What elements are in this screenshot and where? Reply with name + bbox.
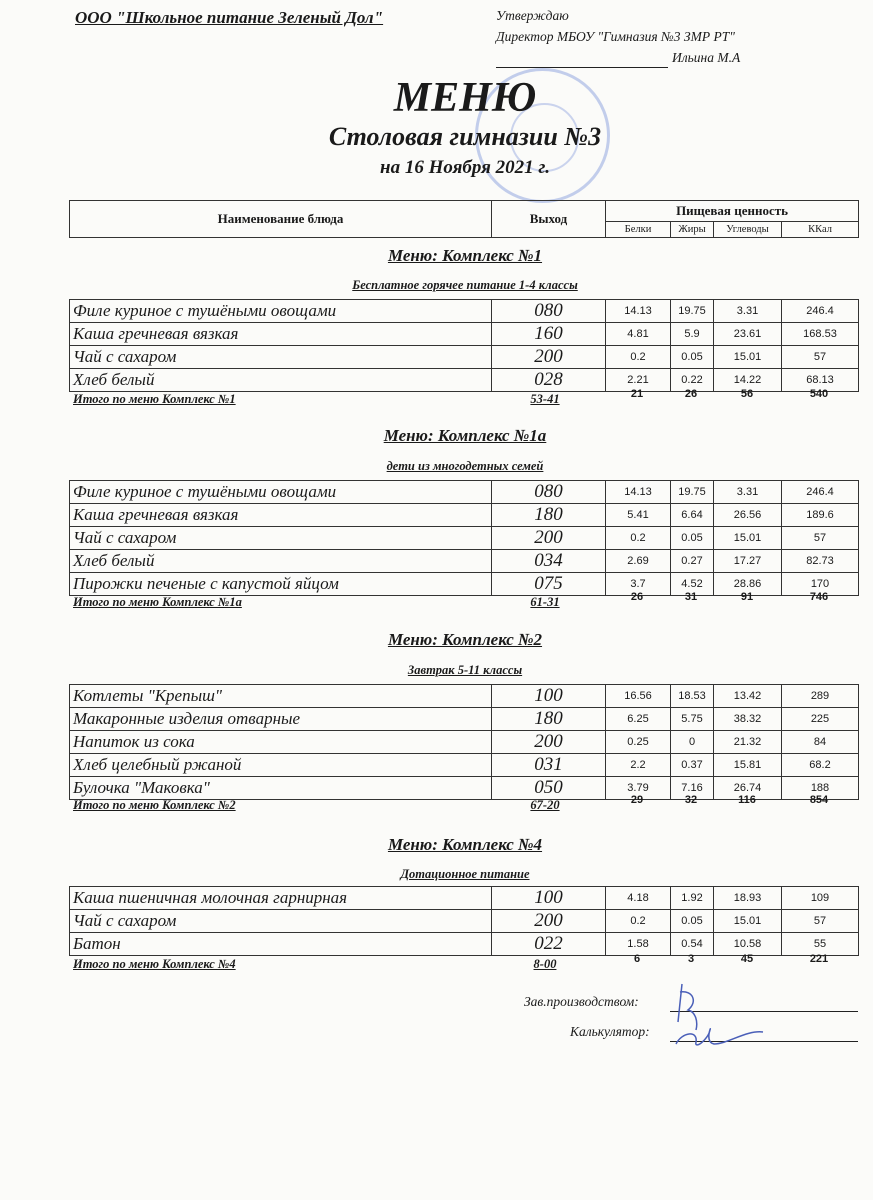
section-subtitle: Завтрак 5-11 классы: [407, 663, 523, 677]
total-label: Итого по меню Комплекс №2: [73, 798, 236, 812]
total-fat: 3: [687, 953, 695, 965]
approval-label: Утверждаю: [496, 8, 569, 23]
cell-carbs: 26.56: [714, 504, 782, 527]
cell-fat: 5.75: [671, 708, 714, 731]
table-row: [70, 731, 859, 754]
cell-carbs: 26.74: [714, 777, 782, 800]
cell-output: 200: [492, 346, 606, 369]
cell-name: Каша гречневая вязкая: [70, 323, 492, 346]
cell-kcal: 246.4: [782, 481, 859, 504]
cell-protein: 2.2: [606, 754, 671, 777]
cell-kcal: 68.13: [782, 369, 859, 392]
table-row: [70, 550, 859, 573]
header-dish-name: Наименование блюда: [70, 201, 492, 238]
cell-fat: 0.37: [671, 754, 714, 777]
cell-name: Пирожки печеные с капустой яйцом: [70, 573, 492, 596]
cell-output: 022: [492, 933, 606, 956]
director-name: Ильина М.А: [672, 50, 741, 65]
cell-fat: 0.54: [671, 933, 714, 956]
cell-kcal: 170: [782, 573, 859, 596]
cell-carbs: 15.81: [714, 754, 782, 777]
section-total-row: [0, 794, 873, 814]
cell-fat: 18.53: [671, 685, 714, 708]
table-row: [70, 527, 859, 550]
section-title: Меню: Комплекс №2: [387, 630, 543, 649]
total-label: Итого по меню Комплекс №1: [73, 392, 236, 406]
cell-output: 100: [492, 887, 606, 910]
header-output: Выход: [492, 201, 606, 238]
total-label: Итого по меню Комплекс №4: [73, 957, 236, 971]
total-output: 61-31: [530, 595, 560, 609]
cell-carbs: 21.32: [714, 731, 782, 754]
cell-fat: 0.27: [671, 550, 714, 573]
cell-protein: 4.81: [606, 323, 671, 346]
page-title: МЕНЮ: [393, 75, 537, 121]
cell-output: 031: [492, 754, 606, 777]
header-carbs: Углеводы: [714, 221, 782, 237]
table-row: [70, 708, 859, 731]
table-row: [70, 300, 859, 323]
director-title: Директор МБОУ "Гимназия №3 ЗМР РТ": [496, 29, 735, 44]
total-fat: 31: [684, 591, 698, 603]
section-total-row: [0, 953, 873, 973]
total-kcal: 540: [809, 388, 829, 400]
cell-carbs: 18.93: [714, 887, 782, 910]
cell-output: 028: [492, 369, 606, 392]
cell-fat: 0.05: [671, 527, 714, 550]
section-subtitle: дети из многодетных семей: [386, 459, 544, 473]
cell-output: 180: [492, 708, 606, 731]
cell-kcal: 55: [782, 933, 859, 956]
cell-protein: 3.7: [606, 573, 671, 596]
director-signature-line: [496, 67, 668, 68]
total-protein: 6: [633, 953, 641, 965]
total-carbs: 56: [740, 388, 754, 400]
total-output: 67-20: [530, 798, 560, 812]
cell-name: Чай с сахаром: [70, 910, 492, 933]
total-kcal: 221: [809, 953, 829, 965]
cell-protein: 0.2: [606, 910, 671, 933]
menu-table: [69, 886, 859, 956]
cell-kcal: 82.73: [782, 550, 859, 573]
cell-carbs: 10.58: [714, 933, 782, 956]
cell-name: Хлеб белый: [70, 550, 492, 573]
cell-name: Каша гречневая вязкая: [70, 504, 492, 527]
cell-name: Котлеты "Крепыш": [70, 685, 492, 708]
table-row: [70, 685, 859, 708]
cell-carbs: 28.86: [714, 573, 782, 596]
cell-name: Чай с сахаром: [70, 527, 492, 550]
cell-fat: 0.05: [671, 346, 714, 369]
cell-protein: 2.21: [606, 369, 671, 392]
section-subtitle: Дотационное питание: [400, 867, 530, 881]
section-title: Меню: Комплекс №1: [387, 246, 543, 265]
cell-kcal: 84: [782, 731, 859, 754]
cell-protein: 2.69: [606, 550, 671, 573]
table-row: [70, 754, 859, 777]
cell-fat: 0.22: [671, 369, 714, 392]
table-row: [70, 481, 859, 504]
cell-kcal: 57: [782, 527, 859, 550]
organization-name: ООО "Школьное питание Зеленый Дол": [75, 8, 384, 27]
page-subtitle: Столовая гимназии №3: [328, 122, 602, 151]
header-protein: Белки: [606, 221, 671, 237]
cell-name: Хлеб целебный ржаной: [70, 754, 492, 777]
total-label: Итого по меню Комплекс №1а: [73, 595, 242, 609]
section-title: Меню: Комплекс №1а: [383, 426, 547, 445]
cell-output: 050: [492, 777, 606, 800]
cell-protein: 5.41: [606, 504, 671, 527]
cell-output: 100: [492, 685, 606, 708]
cell-kcal: 109: [782, 887, 859, 910]
cell-output: 034: [492, 550, 606, 573]
cell-output: 160: [492, 323, 606, 346]
cell-protein: 16.56: [606, 685, 671, 708]
cell-kcal: 225: [782, 708, 859, 731]
total-carbs: 116: [738, 794, 756, 806]
cell-protein: 0.25: [606, 731, 671, 754]
cell-kcal: 68.2: [782, 754, 859, 777]
total-kcal: 746: [809, 591, 829, 603]
cell-kcal: 189.6: [782, 504, 859, 527]
handwritten-signatures: [668, 982, 788, 1057]
cell-protein: 14.13: [606, 300, 671, 323]
total-carbs: 45: [740, 953, 754, 965]
cell-output: 180: [492, 504, 606, 527]
header-nutrition: Пищевая ценность: [606, 201, 859, 222]
cell-fat: 0: [671, 731, 714, 754]
cell-protein: 0.2: [606, 346, 671, 369]
cell-kcal: 168.53: [782, 323, 859, 346]
calculator-label: Калькулятор:: [570, 1024, 650, 1039]
cell-output: 200: [492, 910, 606, 933]
cell-name: Чай с сахаром: [70, 346, 492, 369]
cell-protein: 14.13: [606, 481, 671, 504]
cell-carbs: 23.61: [714, 323, 782, 346]
cell-fat: 5.9: [671, 323, 714, 346]
column-header-table: [69, 200, 859, 238]
header-kcal: ККал: [782, 221, 859, 237]
section-total-row: [0, 388, 873, 408]
table-row: [70, 504, 859, 527]
cell-name: Филе куриное с тушёными овощами: [70, 481, 492, 504]
table-row: [70, 910, 859, 933]
cell-protein: 6.25: [606, 708, 671, 731]
menu-table: [69, 684, 859, 800]
cell-output: 080: [492, 300, 606, 323]
total-fat: 26: [684, 388, 698, 400]
cell-carbs: 17.27: [714, 550, 782, 573]
cell-protein: 3.79: [606, 777, 671, 800]
cell-name: Каша пшеничная молочная гарнирная: [70, 887, 492, 910]
cell-protein: 1.58: [606, 933, 671, 956]
table-row: [70, 346, 859, 369]
total-kcal: 854: [809, 794, 829, 806]
cell-kcal: 188: [782, 777, 859, 800]
cell-carbs: 15.01: [714, 346, 782, 369]
cell-carbs: 13.42: [714, 685, 782, 708]
total-output: 53-41: [530, 392, 560, 406]
cell-protein: 4.18: [606, 887, 671, 910]
cell-name: Напиток из сока: [70, 731, 492, 754]
total-protein: 29: [630, 794, 644, 806]
cell-kcal: 246.4: [782, 300, 859, 323]
total-protein: 26: [630, 591, 644, 603]
cell-name: Филе куриное с тушёными овощами: [70, 300, 492, 323]
cell-fat: 19.75: [671, 300, 714, 323]
cell-carbs: 14.22: [714, 369, 782, 392]
cell-kcal: 57: [782, 910, 859, 933]
cell-carbs: 3.31: [714, 300, 782, 323]
menu-date: на 16 Ноября 2021 г.: [380, 157, 550, 178]
section-subtitle: Бесплатное горячее питание 1-4 классы: [352, 278, 578, 292]
menu-table: [69, 480, 859, 596]
total-protein: 21: [630, 388, 644, 400]
cell-name: Макаронные изделия отварные: [70, 708, 492, 731]
total-output: 8-00: [533, 957, 557, 971]
cell-name: Батон: [70, 933, 492, 956]
cell-fat: 19.75: [671, 481, 714, 504]
cell-output: 075: [492, 573, 606, 596]
header-fat: Жиры: [671, 221, 714, 237]
cell-name: Хлеб белый: [70, 369, 492, 392]
cell-output: 080: [492, 481, 606, 504]
cell-carbs: 38.32: [714, 708, 782, 731]
total-fat: 32: [684, 794, 698, 806]
section-title: Меню: Комплекс №4: [387, 835, 543, 854]
cell-fat: 1.92: [671, 887, 714, 910]
cell-fat: 4.52: [671, 573, 714, 596]
cell-output: 200: [492, 527, 606, 550]
cell-protein: 0.2: [606, 527, 671, 550]
cell-name: Булочка "Маковка": [70, 777, 492, 800]
production-head-label: Зав.производством:: [524, 994, 639, 1009]
cell-fat: 0.05: [671, 910, 714, 933]
menu-table: [69, 299, 859, 392]
cell-carbs: 3.31: [714, 481, 782, 504]
table-row: [70, 323, 859, 346]
cell-output: 200: [492, 731, 606, 754]
section-total-row: [0, 591, 873, 611]
cell-kcal: 289: [782, 685, 859, 708]
table-row: [70, 887, 859, 910]
cell-fat: 7.16: [671, 777, 714, 800]
total-carbs: 91: [740, 591, 754, 603]
cell-carbs: 15.01: [714, 527, 782, 550]
cell-kcal: 57: [782, 346, 859, 369]
cell-fat: 6.64: [671, 504, 714, 527]
cell-carbs: 15.01: [714, 910, 782, 933]
